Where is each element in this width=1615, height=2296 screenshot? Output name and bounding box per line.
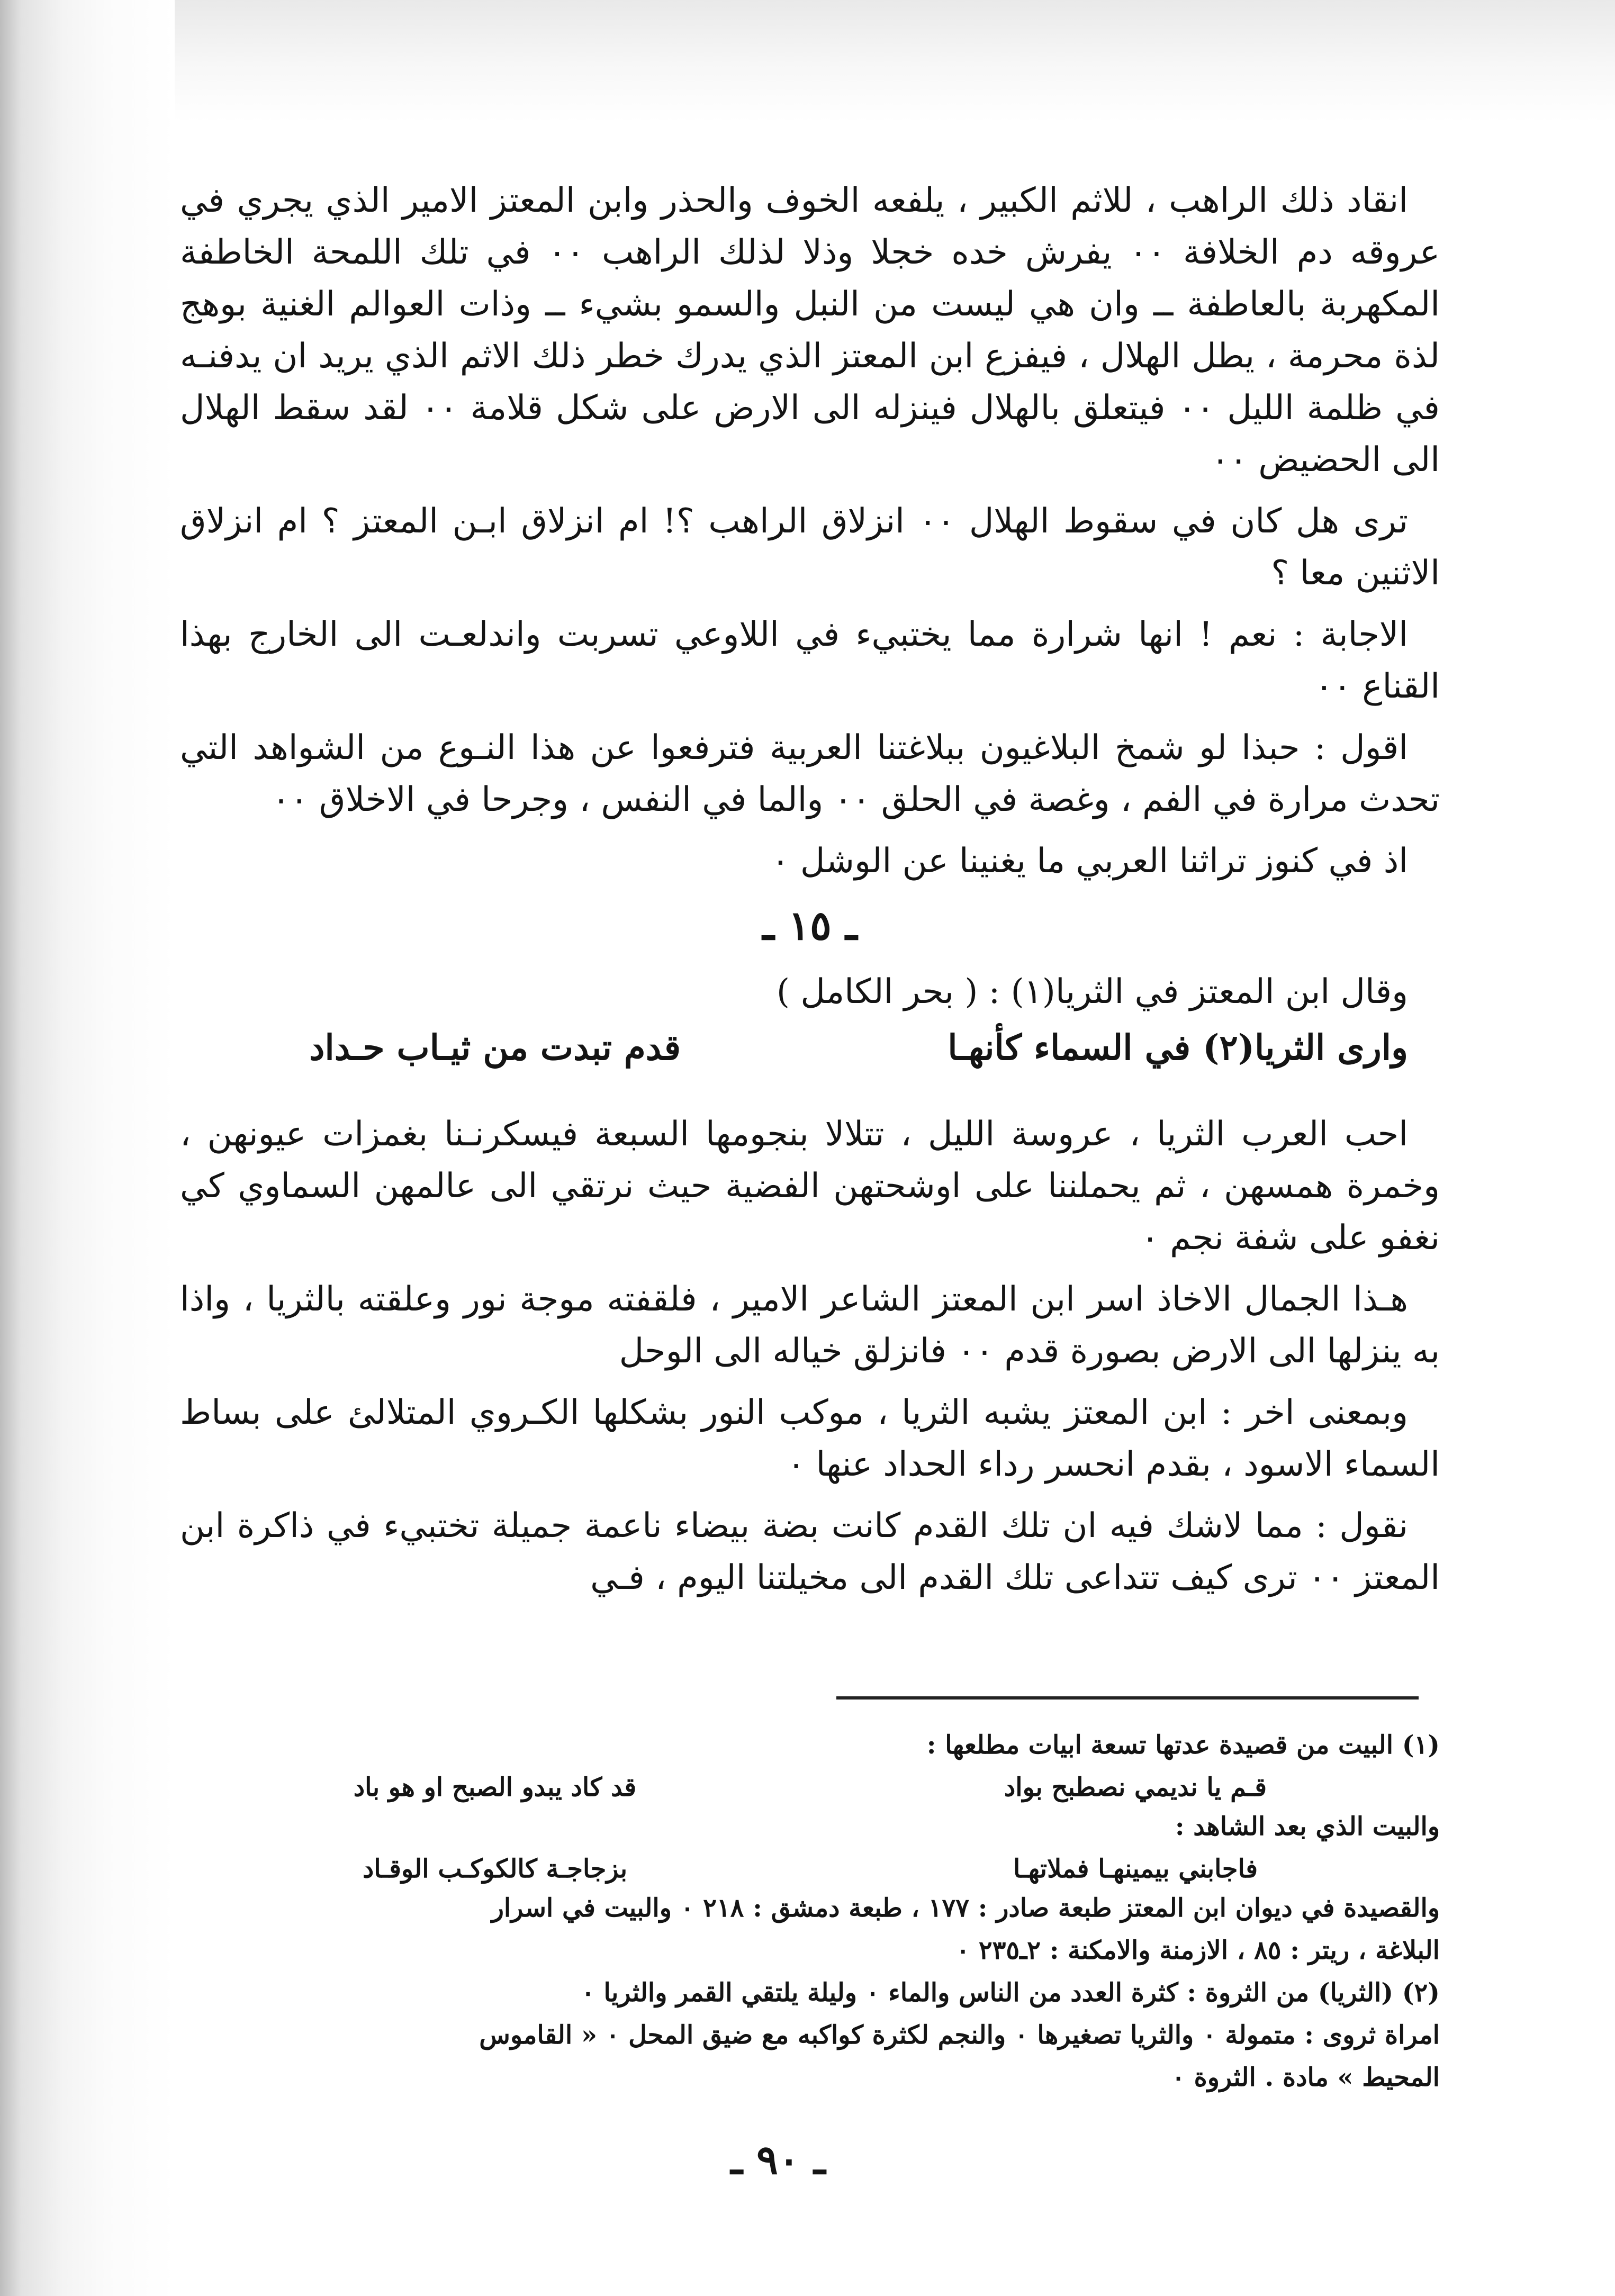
footnote-1-intro: (١) البيت من قصيدة عدتها تسعة ابيات مطلعها : [926, 1730, 1440, 1760]
footnote-2-line-1: (٢) (الثريا) من الثروة : كثرة العدد من الناس والماء ٠ وليلة يلتقي القمر والثريا ٠ [581, 1978, 1440, 2008]
scan-left-shadow [0, 0, 175, 2296]
footnote-1-verse-2-h2: بزجاجـة كالكوكـب الوقـاد [362, 1854, 628, 1884]
footnote-1-source-2: البلاغة ، ريتر : ٨٥ ، الازمنة والامكنة : ٢ـ٢٣٥ ٠ [956, 1936, 1440, 1965]
footnote-1-verse-1-h1: قـم يا نديمي نصطبح بواد [1004, 1773, 1267, 1802]
page-body [180, 175, 1440, 1613]
paragraph-foot: نقول : مما لاشك فيه ان تلك القدم كانت بضة بيضاء ناعمة جميلة تختبيء في ذاكرة ابن المعتز ٠٠ ترى كيف تتداعى تلك القدم الى مخيلتنا اليوم ، فـي [180, 1506, 1440, 1597]
paragraph-heritage: اذ في كنوز تراثنا العربي ما يغنينا عن الوشل ٠ [771, 842, 1408, 881]
footnote-1-verse-1-h2: قد كاد يبدو الصبح او هو باد [353, 1773, 637, 1802]
page-number: ـ ٩٠ ـ [730, 2136, 826, 2183]
footnote-1-verse-2-h1: فاجابني بيمينهـا فملاتهـا [1013, 1854, 1258, 1884]
scan-top-shadow [0, 0, 1615, 122]
footnote-divider [836, 1696, 1419, 1700]
poem-intro: وقال ابن المعتز في الثريا(١) : ( بحر الكامل ) [777, 972, 1408, 1011]
verse-first-hemistich: وارى الثريا(٢) في السماء كأنهـا [948, 1027, 1408, 1068]
poem-verse [180, 1018, 1440, 1077]
footnote-1-verse-1 [180, 1768, 1440, 1807]
footnote-1-after: والبيت الذي بعد الشاهد : [1175, 1812, 1440, 1841]
paragraph-question: ترى هل كان في سقوط الهلال ٠٠ انزلاق الراهب ؟! ام انزلاق ابـن المعتز ؟ ام انزلاق الاثنين معا ؟ [180, 502, 1440, 593]
footnote-1-verse-2 [180, 1849, 1440, 1888]
footnote-2-line-2: امراة ثروى : متمولة ٠ والثريا تصغيرها ٠ والنجم لكثرة كواكبه مع ضيق المحل ٠ « القاموس [479, 2020, 1440, 2050]
page-marker-mid: ـ ١٥ ـ [762, 902, 858, 949]
footnote-2-line-3: المحيط » مادة . الثروة ٠ [1171, 2063, 1440, 2092]
paragraph-opinion: اقول : حبذا لو شمخ البلاغيون ببلاغتنا العربية فترفعوا عن هذا النـوع من الشواهد التي تحدث مرارة في الفم ، وغصة في الحلق ٠٠ والما في النفس ، وجرحا في الاخلاق ٠٠ [180, 728, 1440, 819]
footnote-1-source-1: والقصيدة في ديوان ابن المعتز طبعة صادر : ١٧٧ ، طبعة دمشق : ٢١٨ ٠ والبيت في اسرار [491, 1893, 1440, 1923]
verse-second-hemistich: قدم تبدت من ثيـاب حـداد [309, 1027, 681, 1068]
footnotes [180, 1725, 1440, 2100]
paragraph-answer: الاجابة : نعم ! انها شرارة مما يختبيء في اللاوعي تسربت واندلعـت الى الخارج بهذا القناع ٠٠ [180, 615, 1440, 706]
paragraph-pleiades: احب العرب الثريا ، عروسة الليل ، تتلالا بنجومها السبعة فيسكرنـنا بغمزات عيونهن ، وخمرة همسهن ، ثم يحملننا على اوشحتهن الفضية حيث نرتقي الى عالمهن السماوي كي نغفو على شفة نجم ٠ [180, 1115, 1440, 1258]
paragraph-beauty: هـذا الجمال الاخاذ اسر ابن المعتز الشاعر الامير ، فلقفته موجة نور وعلقته بالثريا ، واذا به ينزلها الى الارض بصورة قدم ٠٠ فانزلق خياله الى الوحل [180, 1280, 1440, 1371]
paragraph-meaning: وبمعنى اخر : ابن المعتز يشبه الثريا ، موكب النور بشكلها الكـروي المتلالئ على بساط السماء الاسود ، بقدم انحسر رداء الحداد عنها ٠ [180, 1393, 1440, 1484]
paragraph-raheb: انقاد ذلك الراهب ، للاثم الكبير ، يلفعه الخوف والحذر وابن المعتز الامير الذي يجري في عروقه دم الخلافة ٠٠ يفرش خده خجلا وذلا لذلك الراهب ٠٠ في تلك اللمحة الخاطفة المكهربة بالعاطفة ــ وان هي ليست من النبل والسمو بشيء ــ وذات العوالم الغنية بوهج لذة محرمة ، يطل الهلال ، فيفزع ابن المعتز الذي يدرك خطر ذلك الاثم الذي يريد ان يدفنـه في ظلمة الليل ٠٠ فيتعلق بالهلال فينزله الى الارض على شكل قلامة ٠٠ لقد سقط الهلال الى الحضيض ٠٠ [180, 181, 1440, 480]
